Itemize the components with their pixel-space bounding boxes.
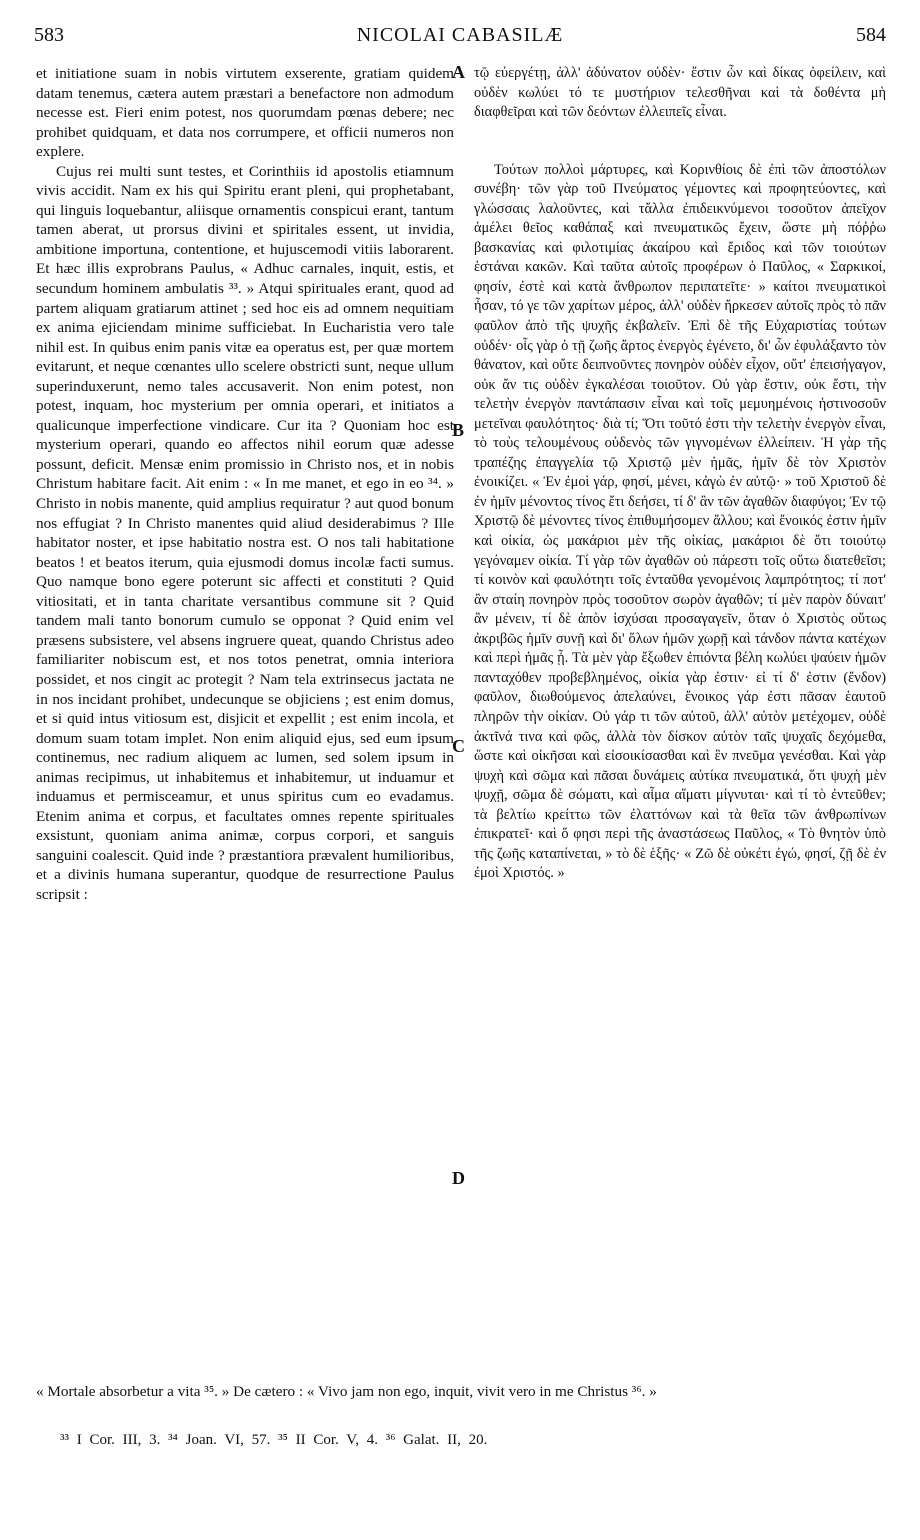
margin-marker-b: B [452,420,465,440]
greek-paragraph-2: Τούτων πολλοὶ μάρτυρες, καὶ Κορινθίοις δὲ ἐπὶ τῶν ἀποστόλων συνέβη· τῶν γὰρ τοῦ Πνεύματος γέμοντες καὶ προφητεύοντες, καὶ γλώσσαις λαλοῦντες, καὶ τἄλλα ἐπιδεικνύμενοι τοσοῦτον ἀπεῖχον ἁμέλει θεῖος καθάπαξ καὶ πνευματικῶς ἔχειν, ὥστε μὴ πόῤῥω βασκανίας καὶ φιλοτιμίας ἀκαίρου καὶ ἔριδος καὶ τῶν τοιούτων ἑστάναι κακῶν. Καὶ ταῦτα αὐτοῖς προφέρων ὁ Παῦλος, « Σαρκικοί, φησίν, ἐστὲ καὶ κατὰ ἄνθρωπον περιπατεῖτε· » καίτοι πνευματικοὶ ἦσαν, τό γε τῶν χαρίτων μέρος, ἀλλ' οὐδὲν ἤρκεσεν αὐτοῖς πρὸς τὸ πᾶν φαῦλον ἀπὸ τῆς ψυχῆς ἐκβαλεῖν. Ἐπὶ δὲ τῆς Εὐχαριστίας τούτων οὐδέν· οἷς γὰρ ὁ τῇ ζωῆς ἄρτος ἐνεργὸς ἐγένετο, δι' ὧν ἐφυλάξαντο τὸν θάνατον, καὶ οὔτε δειπνοῦντες πονηρὸν οὐδὲν εἶχον, οὔτ' ἐπεισήγαγον, οὐκ ἄν τις οὐδὲν ἐγκαλέσαι τοιοῦτον. Οὐ γὰρ ἔστιν, οὐκ ἔστι, τὴν τελετὴν ἐνεργὸν παντάπασιν εἶναι καὶ τοῖς μεμυημένοις ἡστινοσοῦν μετεῖναι φαυλότητος· διὰ τί; Ὅτι τοῦτό ἐστι τὴν τελετὴν ἐνεργὸν εἶναι, τὸ τοὺς τελουμένους οὐδενὸς τῶν γιγνομένων ἐλλείπειν. Ἡ γὰρ τῆς τραπέζης ἐπαγγελία τῷ Χριστῷ μὲν ἡμᾶς, ἡμῖν δὲ τὸν Χριστὸν ἐνοικίζει. « Ἐν ἐμοὶ γάρ, φησί, μένει, κἀγὼ ἐν αὐτῷ· » τοῦ Χριστοῦ δὲ ἐν ἡμῖν μένοντος τίνος ἔτι δεήσει, τί δ' ἂν τῶν ἀγαθῶν διαφύγοι; Ἐν τῷ Χριστῷ δὲ μένοντες τίνος ἐπιθυμήσομεν ἄλλου; καὶ ἔνοικός ἐστιν ἡμῖν καὶ οἰκία, ὡς μακάριοι μὲν τῆς οἰκίας, μακάριοι δὲ ὅτι τοιούτῳ γεγόναμεν οἰκία. Τί γὰρ τῶν ἀγαθῶν οὐ πάρεστι τοῖς οὕτω διατεθεῖσι; τί κοινὸν καὶ φαυλότητι τοῖς ἐνταῦθα γενομένοις λαμπρότητος; τί ποτ' ἂν σταίη πονηρὸν πρὸς τοσοῦτον σωρὸν ἀγαθῶν; τί μὲν παρὸν δύναιτ' ἂν μένειν, τί δὲ ἀπὸν ἰσχύσαι προσαγαγεῖν, ὅταν ὁ Χριστὸς οὕτως ἀκριβῶς ἡμῖν συνῇ καὶ δι' ὅλων ἡμῶν χωρῇ καὶ τάνδον πάντα κατέχων καὶ περὶ ἡμᾶς ᾖ. Τὰ μὲν γὰρ ἔξωθεν ἐπιόντα βέλη κωλύει ψαύειν ἡμῶν πανταχόθεν προβεβλημένος, οἰκία γὰρ ἐστιν· εἰ τί δ' ἐστιν (ἔνδον) φαῦλον, διωθούμενος ἀπελαύνει, ἔνοικος γάρ ἐστι πᾶσαν ἑαυτοῦ πληρῶν τὴν οἰκίαν. Οὐ γάρ τι τῶν αὐτοῦ, ἀλλ' αὐτὸν μετέχομεν, οὐδὲ ἀκτῖνά τινα καὶ φῶς, ἀλλὰ τὸν δίσκον αὐτὸν ταῖς ψυχαῖς δεχόμεθα, ὥστε καὶ οἰκῆσαι καὶ εἰσοικίσασθαι καὶ ἓν πνεῦμα γενέσθαι. Καὶ γὰρ ψυχὴ καὶ σῶμα καὶ πᾶσαι δυνάμεις αὐτίκα πνευματικά, ὅτι ψυχὴ μὲν ψυχῇ, σῶμα δὲ σώματι, καὶ αἷμα αἵματι μίγνυται· καὶ τί τὸ ἐντεῦθεν; τὰ βελτίω κρείττω τῶν ἐλαττόνων καὶ τὰ θεῖα τῶν ἀνθρωπίνων ἐπικρατεῖ· καὶ ὅ φησι περὶ τῆς ἀναστάσεως Παῦλος, « Τὸ θνητὸν ὑπὸ τῆς ζωῆς καταπίνεται, » τὸ δὲ ἑξῆς· « Ζῶ δὲ οὐκέτι ἐγώ, φησί, ζῇ δὲ ἐν ἐμοὶ Χριστός. » [474,161,886,882]
latin-paragraph-2: Cujus rei multi sunt testes, et Corinthiis id apostolis etiamnum vivis accidit. Nam ex his qui Spiritu erant pleni, qui prophetabant, qui linguis loquebantur, aliisque ornamentis conspicui erant, tantum tamen aberat, ut prorsus divini et spiritales essent, ut invidia, ambitione importuna, contentione, et hujuscemodi vitiis laborarent. Et hæc illis exprobrans Paulus, « Adhuc carnales, inquit, estis, et secundum hominem ambulatis ³³. » Atqui spirituales erant, quod ad partem aliquam gratiarum attinet ; sed hoc eis ad omnem nequitiam ex anima ejiciendam minime sufficiebat. In Eucharistia vero tale nihil est. In quibus enim panis vitæ ea operatus est, per quæ mortem evitarunt, et neque cœnantes ullo scelere obstricti sunt, neque ullum superinduxerunt, nemo tales accusaverit. Non enim potest, non potest, inquam, hoc mysterium per omnia operari, et initiatos a qualicunque imperfectione vindicare. Cur ita ? Quoniam hoc est mysterium operari, quando eo affectos nihil eorum quæ adesse possunt, deficit. Mensæ enim promissio in Christo nos, et in nobis Christum habitare facit. Ait enim : « In me manet, et ego in eo ³⁴. » Christo in nobis manente, quid amplius requiratur ? aut quod bonum nos effugiat ? In Christo manentes quid aliud desiderabimus ? Ille habitator noster, et ipse habitatio nostra est. O nos tali habitatione beatos ! et beatos iterum, quia ejusmodi domus incolæ facti sumus. Quo namque bono egere poterunt sic affecti et constituti ? Quid vitiositati, et in tanta charitate versantibus commune sit ? Quid tandem mali tanto bonorum cumulo se opponat ? Quid enim vel præsens subsistere, vel absens ingruere queat, quando Christus adeo familiariter nobiscum est, et nos totos penetrat, omnia interiora possidet, et nos cingit ac protegit ? Nam tela extrinsecus jactata ne in nos incidant prohibet, undecunque se objiciens ; est enim domus, et si quid intus vitiosum est, disjicit et expellit ; est enim incola, et domum suam totam implet. Non enim aliquid ejus, sed eum ipsum continemus, nec radium aliquem ac lumen, sed solem ipsum in animas recipimus, ut inhabitemus et inhabitemur, ut induamur et induamus et permisceamur, et unus spiritus cum eo evadamus. Etenim anima et corpus, et facultates omnes repente spirituales exsistunt, quoniam anima animæ, corpus corpori, et sanguis sanguini coalescit. Quid inde ? præstantiora prævalent humilioribus, et a divinis humana superantur, quodque de resurrectione Paulus scripsit : [36,162,454,903]
footnotes: ³³ I Cor. III, 3. ³⁴ Joan. VI, 57. ³⁵ II Cor. V, 4. ³⁶ Galat. II, 20. [60,1432,488,1448]
margin-marker-c: C [452,736,465,756]
full-width-closing-line: « Mortale absorbetur a vita ³⁵. » De cætero : « Vivo jam non ego, inquit, vivit vero in me Christus ³⁶. » [36,1383,657,1400]
running-header [0,24,920,48]
latin-column [36,64,454,905]
column-gap [474,123,886,161]
margin-marker-d: D [452,1168,465,1188]
left-page-number: 583 [34,24,64,46]
right-page-number: 584 [856,24,886,46]
running-title: NICOLAI CABASILÆ [356,24,564,46]
greek-column [474,64,886,884]
greek-paragraph-1: τῷ εὐεργέτῃ, ἀλλ' ἀδύνατον οὐδὲν· ἔστιν ὧν καὶ δίκας ὀφείλειν, καὶ οὐδὲν κωλύει τό τε μυστήριον τελεσθῆναι καὶ τὰ δοθέντα μὴ διαφθεῖραι καὶ τῶν δεόντων ἐλλειπεῖς εἶναι. [474,65,886,121]
margin-marker-a: A [452,62,465,82]
latin-paragraph-1: et initiatione suam in nobis virtutem exserente, gratiam quidem datam tenemus, cætera autem præstari a benefactore non admodum necesse est. Fieri enim potest, nos quorumdam pœnas debere; nec prohibet quidquam, et data nos corrumpere, et officii numeros non explere. [36,65,454,161]
